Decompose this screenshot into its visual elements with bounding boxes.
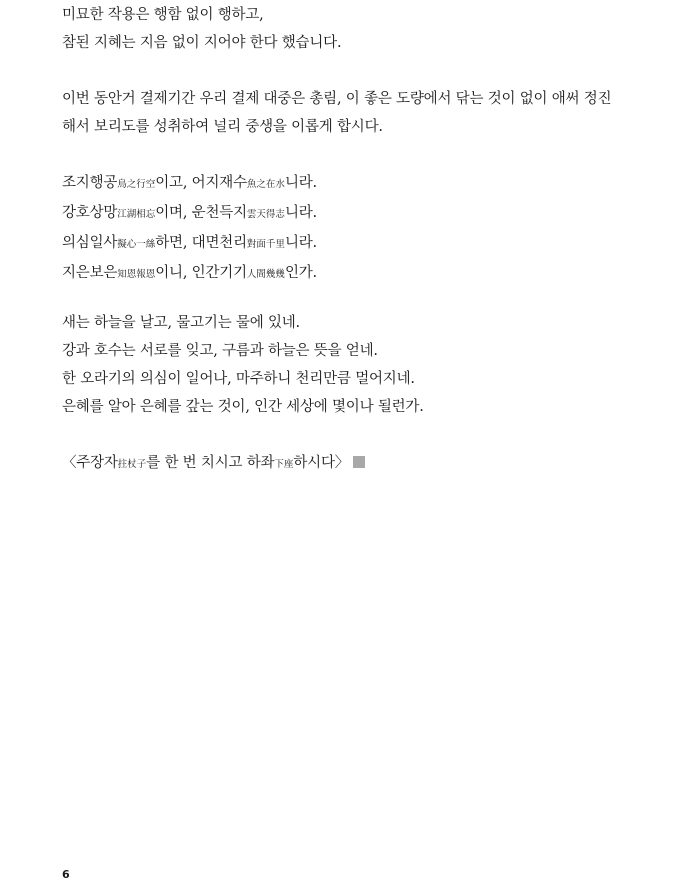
text-line: 참된 지혜는 지음 없이 지어야 한다 했습니다. [62,35,342,51]
paragraph-exhortation [62,85,682,141]
paragraph-verse-translation [62,309,682,421]
hanja-annotation: 拄杖子 [117,459,147,470]
hanja-annotation: 知恩報恩 [117,269,156,280]
page-number: 6 [62,868,70,881]
text-line: 이번 동안거 결제기간 우리 결제 대중은 총림, 이 좋은 도량에서 닦는 것이 없이 애써 정진 [62,91,612,107]
hanja-annotation: 鳥之行空 [117,179,156,190]
hanja-annotation: 江湖相忘 [117,209,156,220]
closing-line: 〈주장자拄杖子를 한 번 치시고 하좌下座하시다〉 [62,449,682,479]
hanja-annotation: 對面千里 [246,239,285,250]
text-line: 새는 하늘을 날고, 물고기는 물에 있네. [62,315,300,331]
hanja-annotation: 雲天得志 [246,209,285,220]
verse-line: 강호상망江湖相忘이며, 운천득지雲天得志니라. [62,205,317,221]
end-mark-icon [353,456,365,468]
paragraph-opening [62,1,682,57]
verse-line: 의심일사擬心一絲하면, 대면천리對面千里니라. [62,235,317,251]
text-line: 해서 보리도를 성취하여 널리 중생을 이롭게 합시다. [62,119,383,135]
hanja-annotation: 魚之在水 [246,179,285,190]
paragraph-closing-note [62,449,682,479]
verse-line: 지은보은知恩報恩이니, 인간기기人間幾幾인가. [62,265,317,281]
text-line: 강과 호수는 서로를 잊고, 구름과 하늘은 뜻을 얻네. [62,343,378,359]
text-line: 한 오라기의 의심이 일어나, 마주하니 천리만큼 멀어지네. [62,371,415,387]
hanja-annotation: 擬心一絲 [117,239,156,250]
text-line: 은혜를 알아 은혜를 갚는 것이, 인간 세상에 몇이나 될런가. [62,399,424,415]
hanja-annotation: 下座 [274,459,294,470]
verse-line: 조지행공鳥之行空이고, 어지재수魚之在水니라. [62,175,317,191]
paragraph-verse-hanja [62,169,682,289]
hanja-annotation: 人間幾幾 [246,269,285,280]
text-line: 미묘한 작용은 행함 없이 행하고, [62,7,264,23]
document-page [62,0,682,885]
